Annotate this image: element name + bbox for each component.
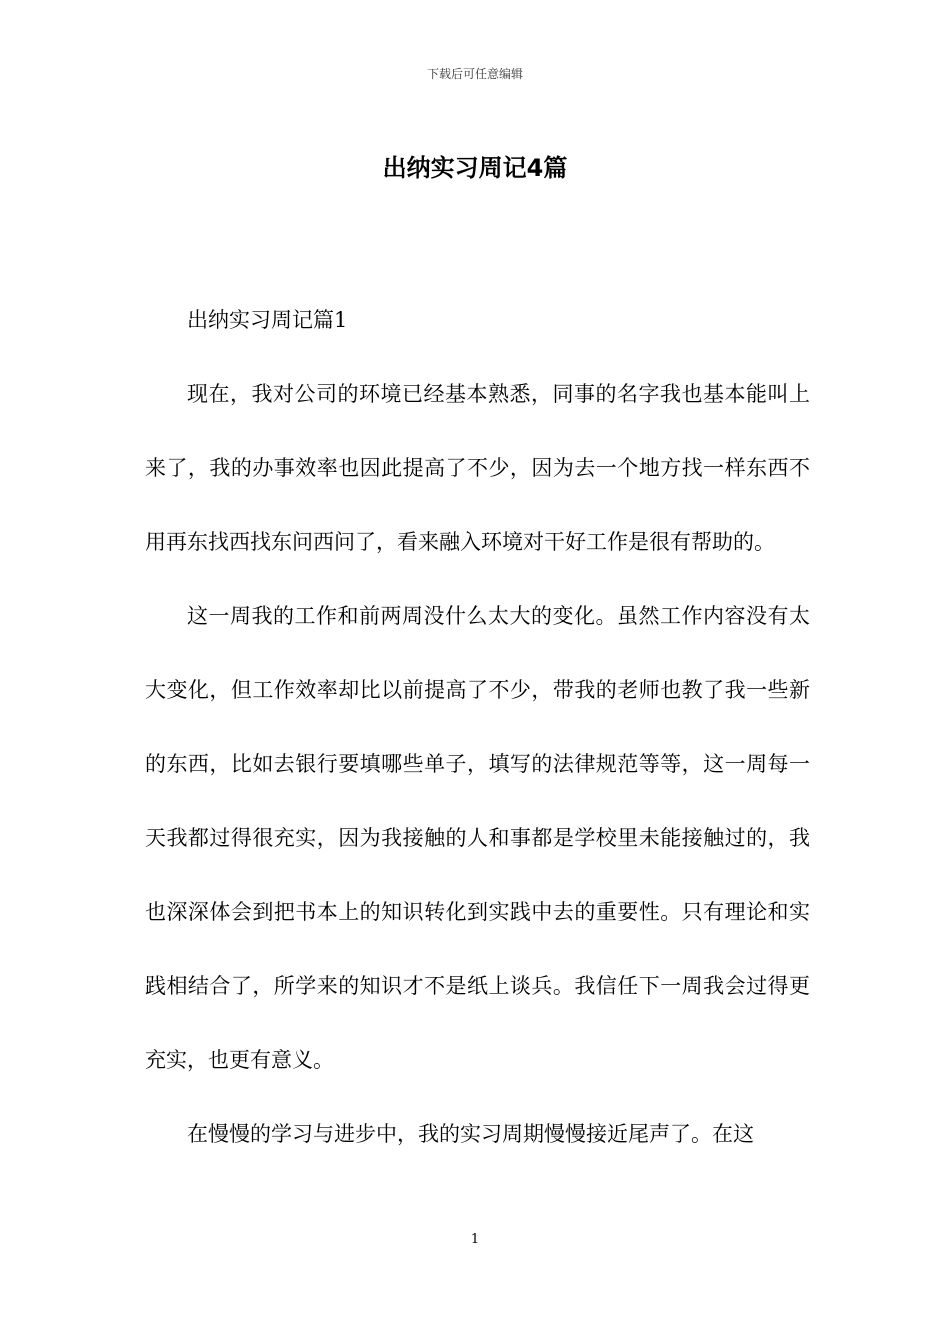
page-number: 1 bbox=[470, 1232, 480, 1247]
paragraph: 在慢慢的学习与进步中，我的实习周期慢慢接近尾声了。在这 bbox=[187, 1122, 754, 1146]
paragraph: 这一周我的工作和前两周没什么太大的变化。虽然工作内容没有太大变化，但工作效率却比以前提高了不少，带我的老师也教了我一些新的东西，比如去银行要填哪些单子，填写的法律规范等等，这一周每一天我都过得很充实，因为我接触的人和事都是学校里未能接触过的，我也深深体会到把书本上的知识转化到实践中去的重要性。只有理论和实践相结合了，所学来的知识才不是纸上谈兵。我信任下一周我会过得更充实，也更有意义。 bbox=[145, 604, 810, 1072]
document-title: 出纳实习周记4篇 bbox=[382, 154, 568, 182]
header-note: 下载后可任意编辑 bbox=[426, 67, 523, 81]
document-body bbox=[145, 283, 810, 1171]
section-heading: 出纳实习周记篇1 bbox=[187, 308, 348, 332]
paragraph: 现在，我对公司的环境已经基本熟悉，同事的名字我也基本能叫上来了，我的办事效率也因此提高了不少，因为去一个地方找一样东西不用再东找西找东问西问了，看来融入环境对干好工作是很有帮助的。 bbox=[145, 382, 810, 554]
